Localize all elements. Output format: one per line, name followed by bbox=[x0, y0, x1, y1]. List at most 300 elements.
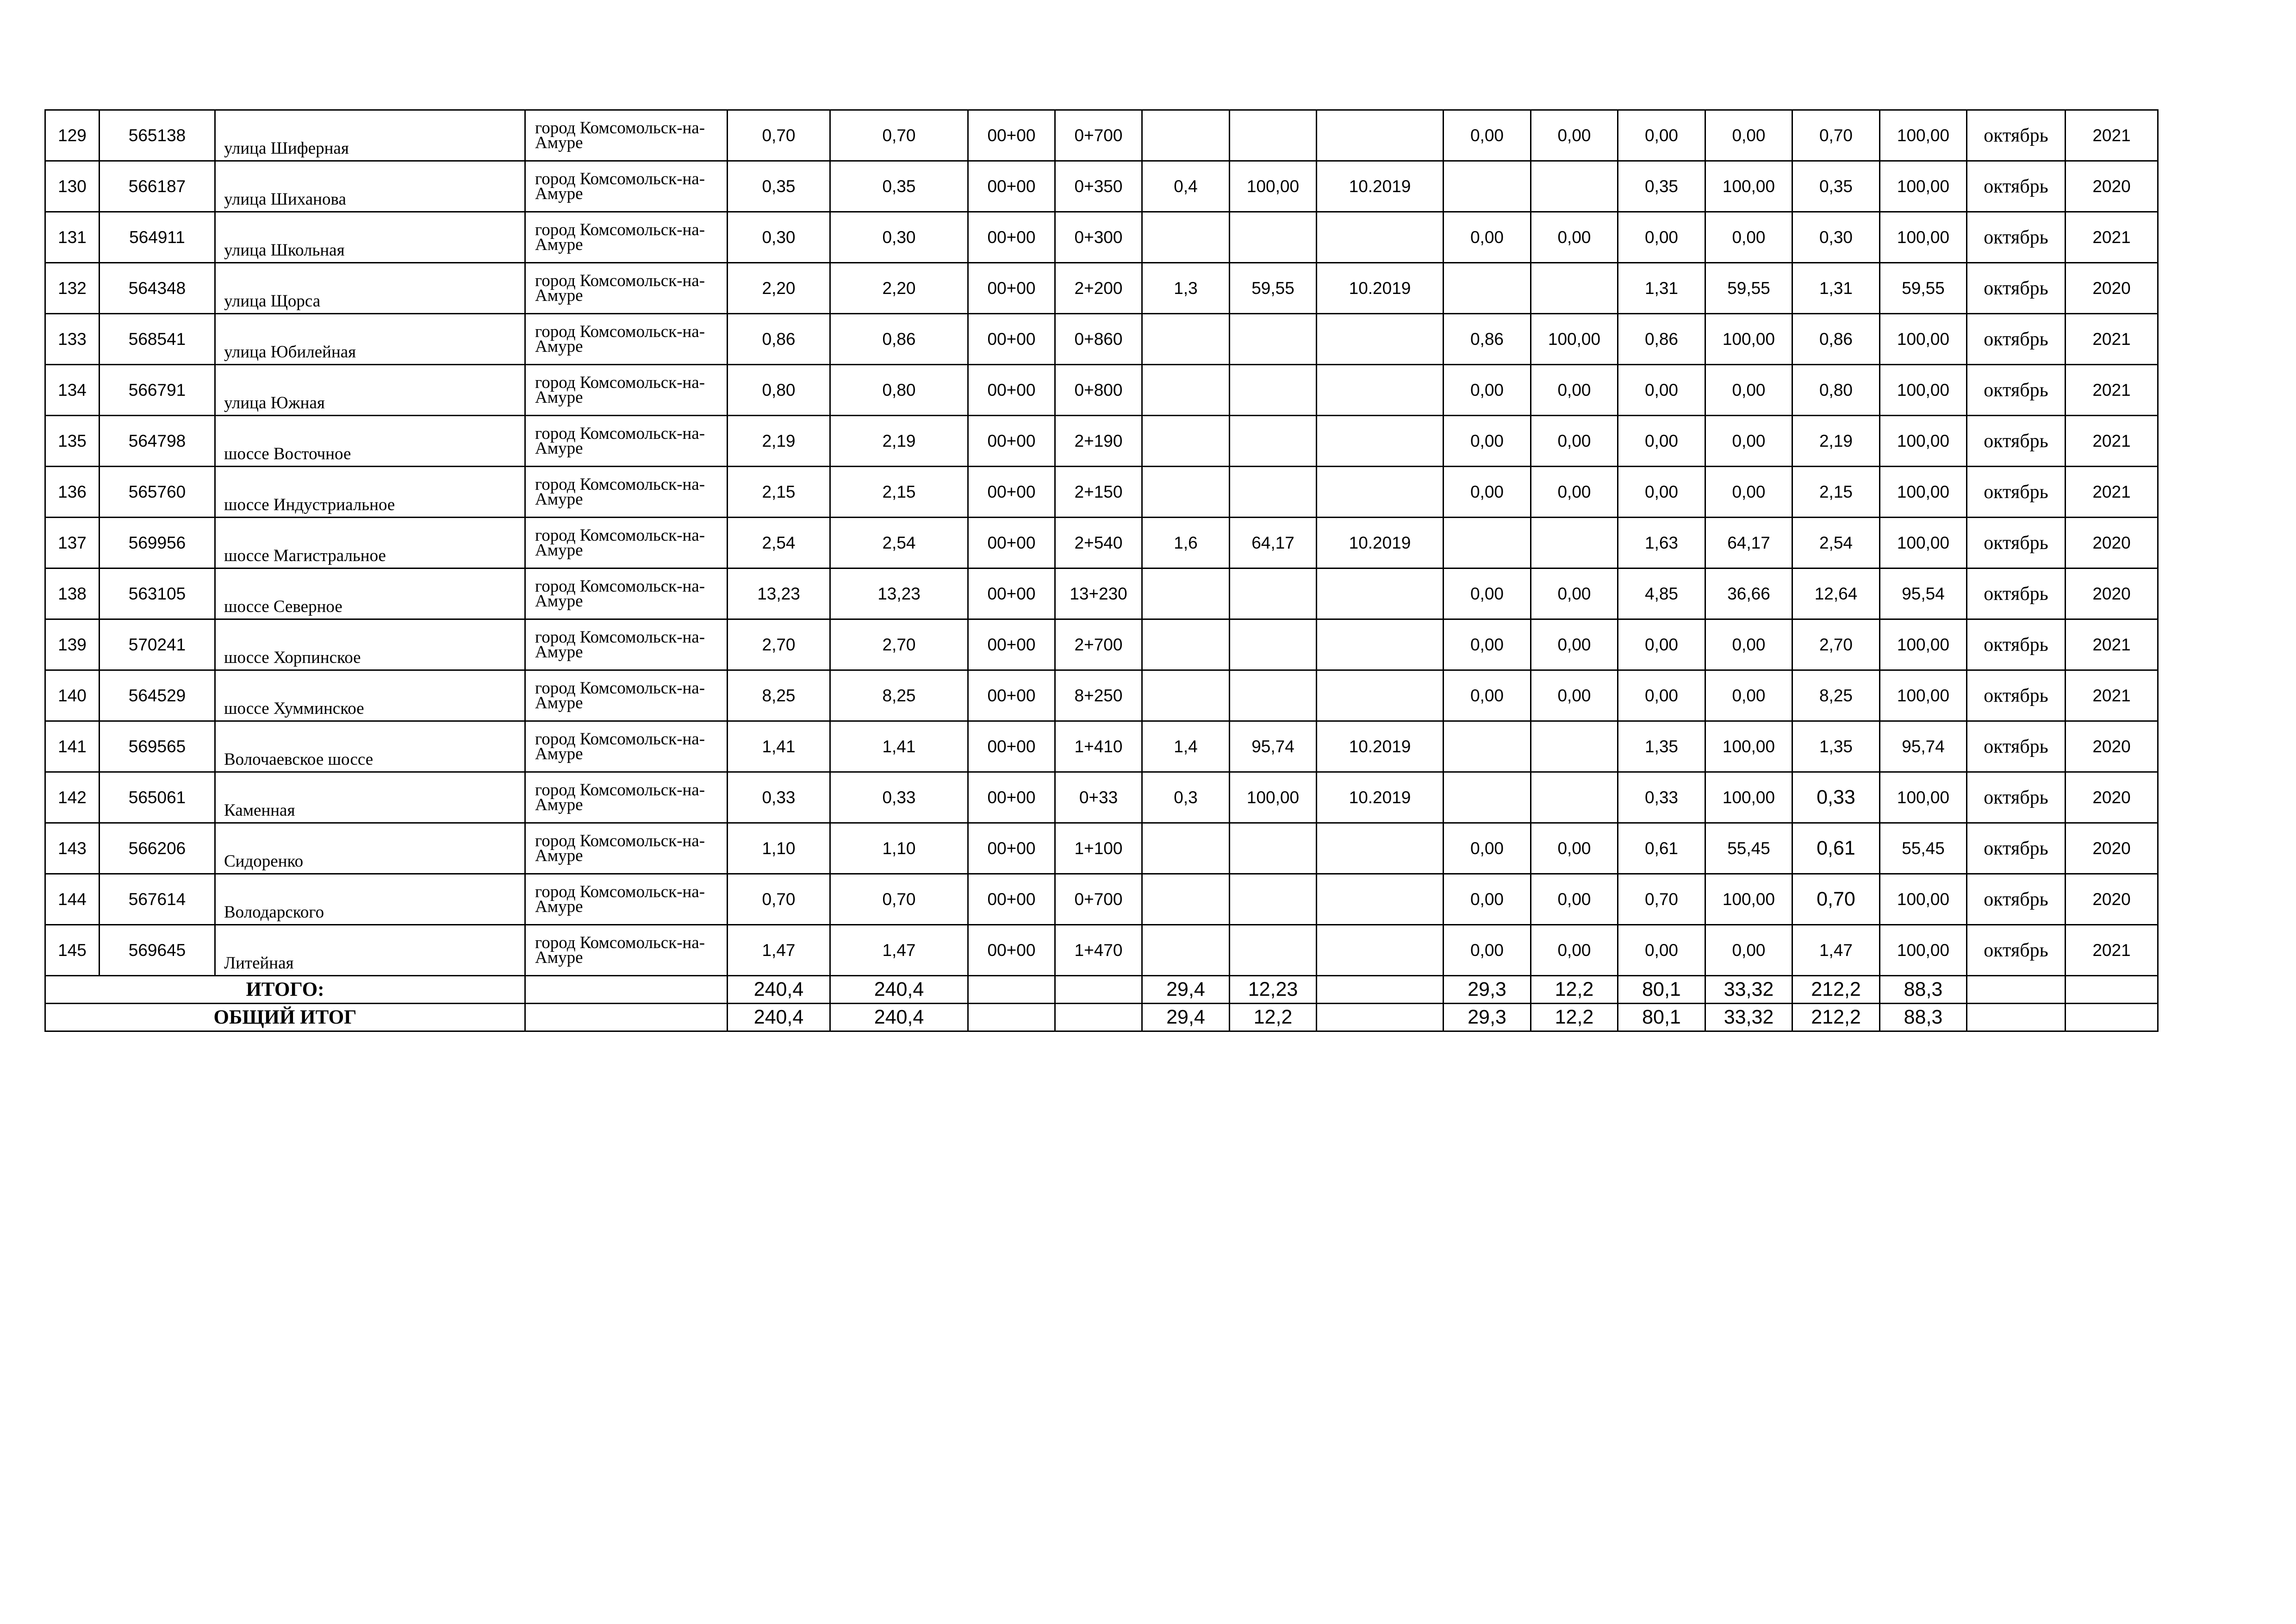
km-end-cell: 13+230 bbox=[1055, 568, 1142, 619]
repair-length-2019-cell bbox=[1142, 925, 1230, 976]
table-row bbox=[45, 161, 2158, 212]
repair-length-2019-cell bbox=[1142, 568, 1230, 619]
col16-value-cell: 0,86 bbox=[1792, 314, 1880, 365]
col13-value-cell: 100,00 bbox=[1531, 314, 1618, 365]
year-cell: 2021 bbox=[2066, 670, 2158, 721]
col15-value-cell: 0,00 bbox=[1705, 925, 1792, 976]
year-cell: 2021 bbox=[2066, 365, 2158, 416]
repair-date-cell bbox=[1317, 314, 1444, 365]
col17-value-cell: 100,00 bbox=[1880, 212, 1967, 263]
road-name-cell: улица Шиханова bbox=[215, 161, 525, 212]
month-cell: октябрь bbox=[1967, 161, 2066, 212]
col17-value-cell: 100,00 bbox=[1880, 314, 1967, 365]
total-label-cell: ИТОГО: bbox=[45, 976, 525, 1004]
length-asphalt-cell: 1,47 bbox=[830, 925, 968, 976]
km-start-cell: 00+00 bbox=[968, 619, 1055, 670]
km-start-cell: 00+00 bbox=[968, 823, 1055, 874]
row-number-cell: 143 bbox=[45, 823, 100, 874]
length-asphalt-cell: 0,86 bbox=[830, 314, 968, 365]
repair-percent-2019-cell: 59,55 bbox=[1230, 263, 1317, 314]
km-start-cell: 00+00 bbox=[968, 721, 1055, 772]
col14-value-cell: 1,31 bbox=[1618, 263, 1705, 314]
year-cell: 2020 bbox=[2066, 874, 2158, 925]
total-col16-cell: 212,2 bbox=[1792, 1004, 1880, 1031]
km-start-cell: 00+00 bbox=[968, 314, 1055, 365]
col17-value-cell: 100,00 bbox=[1880, 518, 1967, 568]
month-cell: октябрь bbox=[1967, 721, 2066, 772]
row-number-cell: 133 bbox=[45, 314, 100, 365]
col15-value-cell: 100,00 bbox=[1705, 314, 1792, 365]
repair-length-2019-cell bbox=[1142, 619, 1230, 670]
col17-value-cell: 100,00 bbox=[1880, 467, 1967, 518]
road-code-cell: 564348 bbox=[100, 263, 215, 314]
col14-value-cell: 0,35 bbox=[1618, 161, 1705, 212]
repair-date-cell: 10.2019 bbox=[1317, 721, 1444, 772]
month-cell: октябрь bbox=[1967, 518, 2066, 568]
total-blank-cell bbox=[2066, 976, 2158, 1004]
road-code-cell: 569956 bbox=[100, 518, 215, 568]
table-row bbox=[45, 772, 2158, 823]
repair-length-2019-cell: 1,4 bbox=[1142, 721, 1230, 772]
total-blank-cell bbox=[525, 1004, 728, 1031]
month-cell: октябрь bbox=[1967, 416, 2066, 467]
year-cell: 2021 bbox=[2066, 110, 2158, 161]
col17-value-cell: 100,00 bbox=[1880, 772, 1967, 823]
km-start-cell: 00+00 bbox=[968, 925, 1055, 976]
km-end-cell: 0+300 bbox=[1055, 212, 1142, 263]
length-asphalt-cell: 1,41 bbox=[830, 721, 968, 772]
col16-value-cell: 2,70 bbox=[1792, 619, 1880, 670]
city-cell: город Комсомольск-на-Амуре bbox=[525, 110, 728, 161]
repair-percent-2019-cell: 95,74 bbox=[1230, 721, 1317, 772]
road-name-cell: Сидоренко bbox=[215, 823, 525, 874]
col14-value-cell: 0,00 bbox=[1618, 110, 1705, 161]
road-code-cell: 566187 bbox=[100, 161, 215, 212]
length-total-cell: 13,23 bbox=[728, 568, 830, 619]
road-code-cell: 564911 bbox=[100, 212, 215, 263]
col13-value-cell: 0,00 bbox=[1531, 823, 1618, 874]
row-number-cell: 137 bbox=[45, 518, 100, 568]
road-name-cell: шоссе Хумминское bbox=[215, 670, 525, 721]
col14-value-cell: 0,00 bbox=[1618, 670, 1705, 721]
table-row bbox=[45, 874, 2158, 925]
repair-length-2019-cell bbox=[1142, 365, 1230, 416]
length-total-cell: 2,70 bbox=[728, 619, 830, 670]
road-code-cell: 566791 bbox=[100, 365, 215, 416]
table-row bbox=[45, 518, 2158, 568]
city-cell: город Комсомольск-на-Амуре bbox=[525, 619, 728, 670]
col12-value-cell bbox=[1444, 263, 1531, 314]
table-row bbox=[45, 568, 2158, 619]
repair-date-cell bbox=[1317, 365, 1444, 416]
table-row bbox=[45, 823, 2158, 874]
month-cell: октябрь bbox=[1967, 772, 2066, 823]
row-number-cell: 131 bbox=[45, 212, 100, 263]
row-number-cell: 136 bbox=[45, 467, 100, 518]
col14-value-cell: 0,61 bbox=[1618, 823, 1705, 874]
row-number-cell: 139 bbox=[45, 619, 100, 670]
col13-value-cell: 0,00 bbox=[1531, 874, 1618, 925]
city-cell: город Комсомольск-на-Амуре bbox=[525, 518, 728, 568]
repair-date-cell bbox=[1317, 925, 1444, 976]
length-total-cell: 2,19 bbox=[728, 416, 830, 467]
total-col10-cell: 12,2 bbox=[1230, 1004, 1317, 1031]
row-number-cell: 138 bbox=[45, 568, 100, 619]
total-col14-cell: 80,1 bbox=[1618, 1004, 1705, 1031]
col16-value-cell: 0,61 bbox=[1792, 823, 1880, 874]
col16-value-cell: 1,31 bbox=[1792, 263, 1880, 314]
col12-value-cell bbox=[1444, 772, 1531, 823]
repair-length-2019-cell bbox=[1142, 110, 1230, 161]
year-cell: 2021 bbox=[2066, 467, 2158, 518]
year-cell: 2021 bbox=[2066, 212, 2158, 263]
city-cell: город Комсомольск-на-Амуре bbox=[525, 874, 728, 925]
col16-value-cell: 1,35 bbox=[1792, 721, 1880, 772]
repair-length-2019-cell bbox=[1142, 874, 1230, 925]
col16-value-cell: 0,33 bbox=[1792, 772, 1880, 823]
repair-percent-2019-cell bbox=[1230, 568, 1317, 619]
road-code-cell: 567614 bbox=[100, 874, 215, 925]
col13-value-cell bbox=[1531, 772, 1618, 823]
length-total-cell: 2,20 bbox=[728, 263, 830, 314]
col12-value-cell: 0,00 bbox=[1444, 416, 1531, 467]
road-code-cell: 565760 bbox=[100, 467, 215, 518]
road-code-cell: 564798 bbox=[100, 416, 215, 467]
col16-value-cell: 0,30 bbox=[1792, 212, 1880, 263]
length-total-cell: 0,80 bbox=[728, 365, 830, 416]
col13-value-cell bbox=[1531, 721, 1618, 772]
city-cell: город Комсомольск-на-Амуре bbox=[525, 314, 728, 365]
col12-value-cell bbox=[1444, 518, 1531, 568]
col16-value-cell: 2,19 bbox=[1792, 416, 1880, 467]
total-blank-cell bbox=[2066, 1004, 2158, 1031]
month-cell: октябрь bbox=[1967, 874, 2066, 925]
table-row bbox=[45, 314, 2158, 365]
table-row bbox=[45, 110, 2158, 161]
repair-length-2019-cell bbox=[1142, 467, 1230, 518]
table-body bbox=[45, 110, 2158, 1031]
km-start-cell: 00+00 bbox=[968, 670, 1055, 721]
total-col10-cell: 12,23 bbox=[1230, 976, 1317, 1004]
repair-percent-2019-cell bbox=[1230, 823, 1317, 874]
length-asphalt-cell: 0,70 bbox=[830, 874, 968, 925]
row-number-cell: 132 bbox=[45, 263, 100, 314]
total-col9-cell: 29,4 bbox=[1142, 1004, 1230, 1031]
length-asphalt-cell: 2,20 bbox=[830, 263, 968, 314]
year-cell: 2020 bbox=[2066, 568, 2158, 619]
total-length-cell: 240,4 bbox=[728, 976, 830, 1004]
repair-date-cell bbox=[1317, 110, 1444, 161]
road-code-cell: 569645 bbox=[100, 925, 215, 976]
col13-value-cell: 0,00 bbox=[1531, 568, 1618, 619]
repair-percent-2019-cell: 100,00 bbox=[1230, 772, 1317, 823]
road-name-cell: Волочаевское шоссе bbox=[215, 721, 525, 772]
col17-value-cell: 95,74 bbox=[1880, 721, 1967, 772]
year-cell: 2021 bbox=[2066, 925, 2158, 976]
km-end-cell: 1+410 bbox=[1055, 721, 1142, 772]
col15-value-cell: 0,00 bbox=[1705, 670, 1792, 721]
length-asphalt-cell: 13,23 bbox=[830, 568, 968, 619]
repair-length-2019-cell: 0,3 bbox=[1142, 772, 1230, 823]
col17-value-cell: 100,00 bbox=[1880, 161, 1967, 212]
road-name-cell: Володарского bbox=[215, 874, 525, 925]
year-cell: 2021 bbox=[2066, 314, 2158, 365]
year-cell: 2020 bbox=[2066, 161, 2158, 212]
km-end-cell: 0+350 bbox=[1055, 161, 1142, 212]
col14-value-cell: 0,00 bbox=[1618, 416, 1705, 467]
km-start-cell: 00+00 bbox=[968, 263, 1055, 314]
road-code-cell: 569565 bbox=[100, 721, 215, 772]
km-end-cell: 0+860 bbox=[1055, 314, 1142, 365]
km-end-cell: 1+100 bbox=[1055, 823, 1142, 874]
col17-value-cell: 95,54 bbox=[1880, 568, 1967, 619]
col15-value-cell: 0,00 bbox=[1705, 416, 1792, 467]
col13-value-cell bbox=[1531, 518, 1618, 568]
repair-length-2019-cell bbox=[1142, 212, 1230, 263]
col14-value-cell: 0,70 bbox=[1618, 874, 1705, 925]
city-cell: город Комсомольск-на-Амуре bbox=[525, 772, 728, 823]
total-col9-cell: 29,4 bbox=[1142, 976, 1230, 1004]
length-asphalt-cell: 8,25 bbox=[830, 670, 968, 721]
col13-value-cell: 0,00 bbox=[1531, 619, 1618, 670]
length-asphalt-cell: 0,80 bbox=[830, 365, 968, 416]
length-asphalt-cell: 2,70 bbox=[830, 619, 968, 670]
total-col15-cell: 33,32 bbox=[1705, 1004, 1792, 1031]
repair-percent-2019-cell bbox=[1230, 619, 1317, 670]
col14-value-cell: 0,00 bbox=[1618, 925, 1705, 976]
year-cell: 2020 bbox=[2066, 721, 2158, 772]
row-number-cell: 135 bbox=[45, 416, 100, 467]
month-cell: октябрь bbox=[1967, 670, 2066, 721]
col15-value-cell: 100,00 bbox=[1705, 772, 1792, 823]
city-cell: город Комсомольск-на-Амуре bbox=[525, 263, 728, 314]
length-asphalt-cell: 2,19 bbox=[830, 416, 968, 467]
length-asphalt-cell: 0,35 bbox=[830, 161, 968, 212]
total-col17-cell: 88,3 bbox=[1880, 1004, 1967, 1031]
col14-value-cell: 1,63 bbox=[1618, 518, 1705, 568]
repair-percent-2019-cell: 64,17 bbox=[1230, 518, 1317, 568]
repair-date-cell bbox=[1317, 416, 1444, 467]
km-end-cell: 2+540 bbox=[1055, 518, 1142, 568]
table-row bbox=[45, 263, 2158, 314]
city-cell: город Комсомольск-на-Амуре bbox=[525, 823, 728, 874]
road-name-cell: шоссе Северное bbox=[215, 568, 525, 619]
total-blank-cell bbox=[1317, 1004, 1444, 1031]
col15-value-cell: 0,00 bbox=[1705, 467, 1792, 518]
length-asphalt-cell: 0,70 bbox=[830, 110, 968, 161]
km-start-cell: 00+00 bbox=[968, 161, 1055, 212]
col14-value-cell: 0,00 bbox=[1618, 467, 1705, 518]
total-length-cell: 240,4 bbox=[728, 1004, 830, 1031]
km-start-cell: 00+00 bbox=[968, 467, 1055, 518]
repair-length-2019-cell bbox=[1142, 670, 1230, 721]
km-end-cell: 0+33 bbox=[1055, 772, 1142, 823]
col17-value-cell: 100,00 bbox=[1880, 110, 1967, 161]
col13-value-cell: 0,00 bbox=[1531, 365, 1618, 416]
col12-value-cell: 0,00 bbox=[1444, 670, 1531, 721]
repair-date-cell: 10.2019 bbox=[1317, 518, 1444, 568]
repair-percent-2019-cell: 100,00 bbox=[1230, 161, 1317, 212]
col13-value-cell: 0,00 bbox=[1531, 110, 1618, 161]
total-blank-cell bbox=[968, 1004, 1055, 1031]
city-cell: город Комсомольск-на-Амуре bbox=[525, 212, 728, 263]
col12-value-cell: 0,86 bbox=[1444, 314, 1531, 365]
total-blank-cell bbox=[525, 976, 728, 1004]
col13-value-cell: 0,00 bbox=[1531, 212, 1618, 263]
road-name-cell: шоссе Хорпинское bbox=[215, 619, 525, 670]
col15-value-cell: 36,66 bbox=[1705, 568, 1792, 619]
col14-value-cell: 0,86 bbox=[1618, 314, 1705, 365]
road-name-cell: улица Шиферная bbox=[215, 110, 525, 161]
month-cell: октябрь bbox=[1967, 110, 2066, 161]
repair-percent-2019-cell bbox=[1230, 925, 1317, 976]
total-blank-cell bbox=[1055, 1004, 1142, 1031]
col13-value-cell: 0,00 bbox=[1531, 467, 1618, 518]
col14-value-cell: 0,00 bbox=[1618, 619, 1705, 670]
col17-value-cell: 100,00 bbox=[1880, 925, 1967, 976]
col12-value-cell: 0,00 bbox=[1444, 110, 1531, 161]
road-code-cell: 565138 bbox=[100, 110, 215, 161]
col12-value-cell: 0,00 bbox=[1444, 874, 1531, 925]
road-name-cell: Каменная bbox=[215, 772, 525, 823]
col15-value-cell: 100,00 bbox=[1705, 721, 1792, 772]
col17-value-cell: 100,00 bbox=[1880, 365, 1967, 416]
col13-value-cell bbox=[1531, 263, 1618, 314]
month-cell: октябрь bbox=[1967, 619, 2066, 670]
repair-length-2019-cell bbox=[1142, 823, 1230, 874]
month-cell: октябрь bbox=[1967, 365, 2066, 416]
road-name-cell: Литейная bbox=[215, 925, 525, 976]
repair-percent-2019-cell bbox=[1230, 670, 1317, 721]
col15-value-cell: 0,00 bbox=[1705, 110, 1792, 161]
km-end-cell: 2+190 bbox=[1055, 416, 1142, 467]
col15-value-cell: 64,17 bbox=[1705, 518, 1792, 568]
city-cell: город Комсомольск-на-Амуре bbox=[525, 365, 728, 416]
subtotal-row bbox=[45, 976, 2158, 1004]
repair-date-cell: 10.2019 bbox=[1317, 772, 1444, 823]
km-end-cell: 2+150 bbox=[1055, 467, 1142, 518]
year-cell: 2020 bbox=[2066, 772, 2158, 823]
repair-date-cell bbox=[1317, 670, 1444, 721]
road-code-cell: 564529 bbox=[100, 670, 215, 721]
total-blank-cell bbox=[968, 976, 1055, 1004]
city-cell: город Комсомольск-на-Амуре bbox=[525, 161, 728, 212]
repair-length-2019-cell: 1,3 bbox=[1142, 263, 1230, 314]
repair-percent-2019-cell bbox=[1230, 416, 1317, 467]
repair-percent-2019-cell bbox=[1230, 365, 1317, 416]
col16-value-cell: 8,25 bbox=[1792, 670, 1880, 721]
road-name-cell: улица Юбилейная bbox=[215, 314, 525, 365]
col16-value-cell: 2,15 bbox=[1792, 467, 1880, 518]
year-cell: 2020 bbox=[2066, 263, 2158, 314]
row-number-cell: 129 bbox=[45, 110, 100, 161]
col15-value-cell: 100,00 bbox=[1705, 874, 1792, 925]
length-total-cell: 2,15 bbox=[728, 467, 830, 518]
col16-value-cell: 12,64 bbox=[1792, 568, 1880, 619]
col14-value-cell: 0,00 bbox=[1618, 365, 1705, 416]
col15-value-cell: 55,45 bbox=[1705, 823, 1792, 874]
col16-value-cell: 1,47 bbox=[1792, 925, 1880, 976]
total-col13-cell: 12,2 bbox=[1531, 976, 1618, 1004]
km-start-cell: 00+00 bbox=[968, 110, 1055, 161]
repair-length-2019-cell: 0,4 bbox=[1142, 161, 1230, 212]
repair-date-cell bbox=[1317, 823, 1444, 874]
total-label-cell: ОБЩИЙ ИТОГ bbox=[45, 1004, 525, 1031]
col17-value-cell: 100,00 bbox=[1880, 874, 1967, 925]
repair-percent-2019-cell bbox=[1230, 467, 1317, 518]
total-col12-cell: 29,3 bbox=[1444, 976, 1531, 1004]
repair-length-2019-cell: 1,6 bbox=[1142, 518, 1230, 568]
repair-date-cell bbox=[1317, 874, 1444, 925]
col14-value-cell: 1,35 bbox=[1618, 721, 1705, 772]
road-name-cell: шоссе Восточное bbox=[215, 416, 525, 467]
road-register-table bbox=[44, 109, 2159, 1032]
col13-value-cell: 0,00 bbox=[1531, 925, 1618, 976]
col12-value-cell bbox=[1444, 721, 1531, 772]
total-asphalt-cell: 240,4 bbox=[830, 976, 968, 1004]
repair-percent-2019-cell bbox=[1230, 212, 1317, 263]
road-name-cell: улица Щорса bbox=[215, 263, 525, 314]
road-name-cell: улица Южная bbox=[215, 365, 525, 416]
km-end-cell: 0+800 bbox=[1055, 365, 1142, 416]
month-cell: октябрь bbox=[1967, 823, 2066, 874]
col17-value-cell: 100,00 bbox=[1880, 670, 1967, 721]
col15-value-cell: 0,00 bbox=[1705, 212, 1792, 263]
table-row bbox=[45, 619, 2158, 670]
city-cell: город Комсомольск-на-Амуре bbox=[525, 467, 728, 518]
road-code-cell: 563105 bbox=[100, 568, 215, 619]
table-row bbox=[45, 721, 2158, 772]
month-cell: октябрь bbox=[1967, 263, 2066, 314]
col15-value-cell: 100,00 bbox=[1705, 161, 1792, 212]
col12-value-cell: 0,00 bbox=[1444, 823, 1531, 874]
col13-value-cell bbox=[1531, 161, 1618, 212]
col12-value-cell bbox=[1444, 161, 1531, 212]
row-number-cell: 130 bbox=[45, 161, 100, 212]
col14-value-cell: 4,85 bbox=[1618, 568, 1705, 619]
month-cell: октябрь bbox=[1967, 314, 2066, 365]
repair-percent-2019-cell bbox=[1230, 874, 1317, 925]
length-total-cell: 0,30 bbox=[728, 212, 830, 263]
km-end-cell: 0+700 bbox=[1055, 110, 1142, 161]
total-col13-cell: 12,2 bbox=[1531, 1004, 1618, 1031]
col17-value-cell: 59,55 bbox=[1880, 263, 1967, 314]
total-col15-cell: 33,32 bbox=[1705, 976, 1792, 1004]
city-cell: город Комсомольск-на-Амуре bbox=[525, 670, 728, 721]
year-cell: 2021 bbox=[2066, 416, 2158, 467]
repair-length-2019-cell bbox=[1142, 416, 1230, 467]
length-total-cell: 1,10 bbox=[728, 823, 830, 874]
km-start-cell: 00+00 bbox=[968, 874, 1055, 925]
row-number-cell: 141 bbox=[45, 721, 100, 772]
repair-date-cell: 10.2019 bbox=[1317, 161, 1444, 212]
km-start-cell: 00+00 bbox=[968, 212, 1055, 263]
repair-percent-2019-cell bbox=[1230, 314, 1317, 365]
table-row bbox=[45, 925, 2158, 976]
year-cell: 2021 bbox=[2066, 619, 2158, 670]
table-row bbox=[45, 467, 2158, 518]
total-col14-cell: 80,1 bbox=[1618, 976, 1705, 1004]
total-blank-cell bbox=[1055, 976, 1142, 1004]
col16-value-cell: 0,35 bbox=[1792, 161, 1880, 212]
table-row bbox=[45, 212, 2158, 263]
total-col12-cell: 29,3 bbox=[1444, 1004, 1531, 1031]
road-name-cell: улица Школьная bbox=[215, 212, 525, 263]
length-asphalt-cell: 2,54 bbox=[830, 518, 968, 568]
city-cell: город Комсомольск-на-Амуре bbox=[525, 416, 728, 467]
km-end-cell: 0+700 bbox=[1055, 874, 1142, 925]
length-asphalt-cell: 2,15 bbox=[830, 467, 968, 518]
